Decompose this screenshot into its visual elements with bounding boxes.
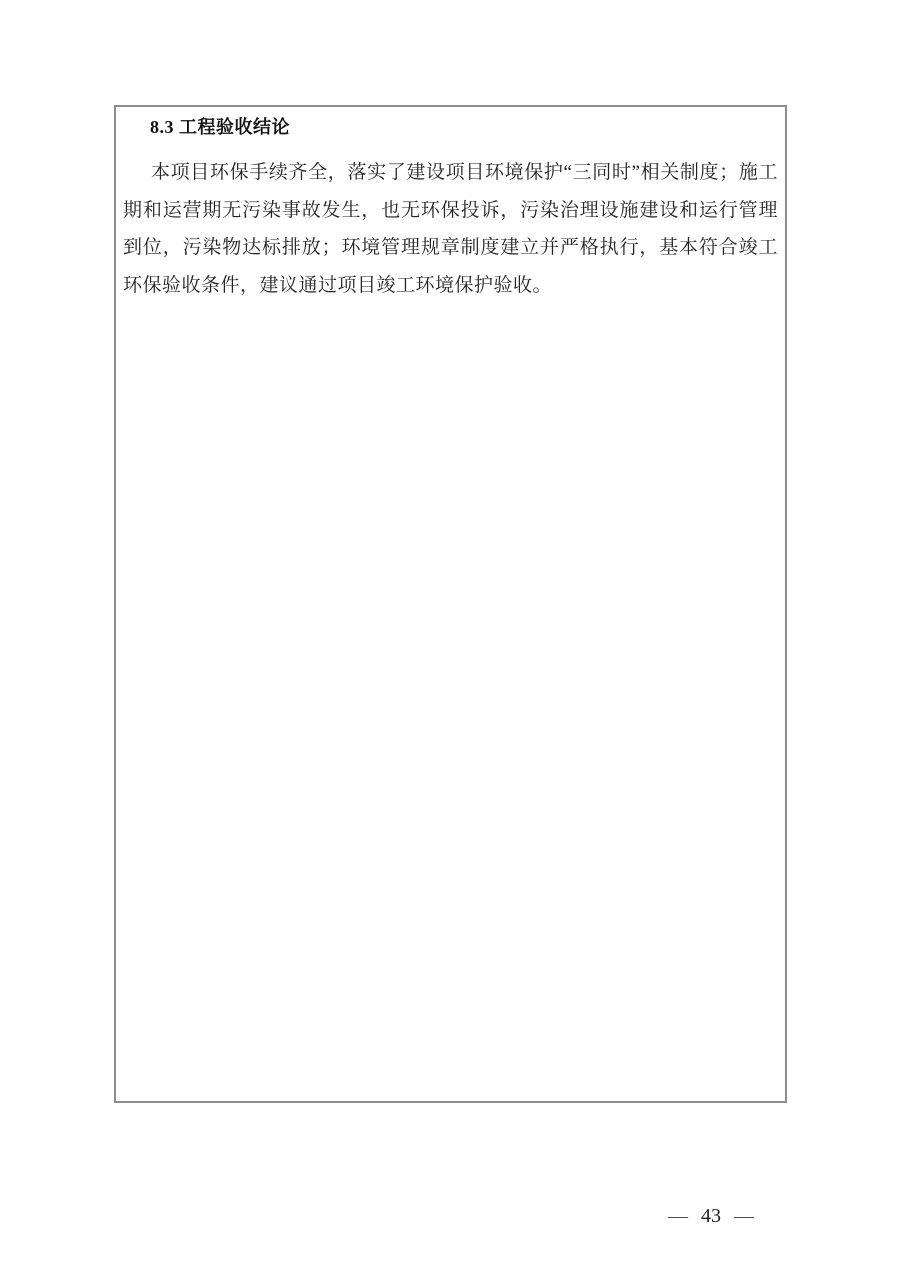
content-box (114, 105, 787, 1103)
section-paragraph: 本项目环保手续齐全，落实了建设项目环境保护“三同时”相关制度；施工期和运营期无污染事故发生，也无环保投诉，污染治理设施建设和运行管理到位，污染物达标排放；环境管理规章制度建立并严格执行，基本符合竣工环保验收条件，建议通过项目竣工环境保护验收。 (123, 162, 778, 296)
footer-right-dash: — (734, 1205, 754, 1227)
page-number: 43 (701, 1205, 721, 1227)
footer-left-dash: — (668, 1205, 688, 1227)
section-heading: 8.3 工程验收结论 (150, 117, 290, 137)
page-footer (668, 1205, 754, 1228)
